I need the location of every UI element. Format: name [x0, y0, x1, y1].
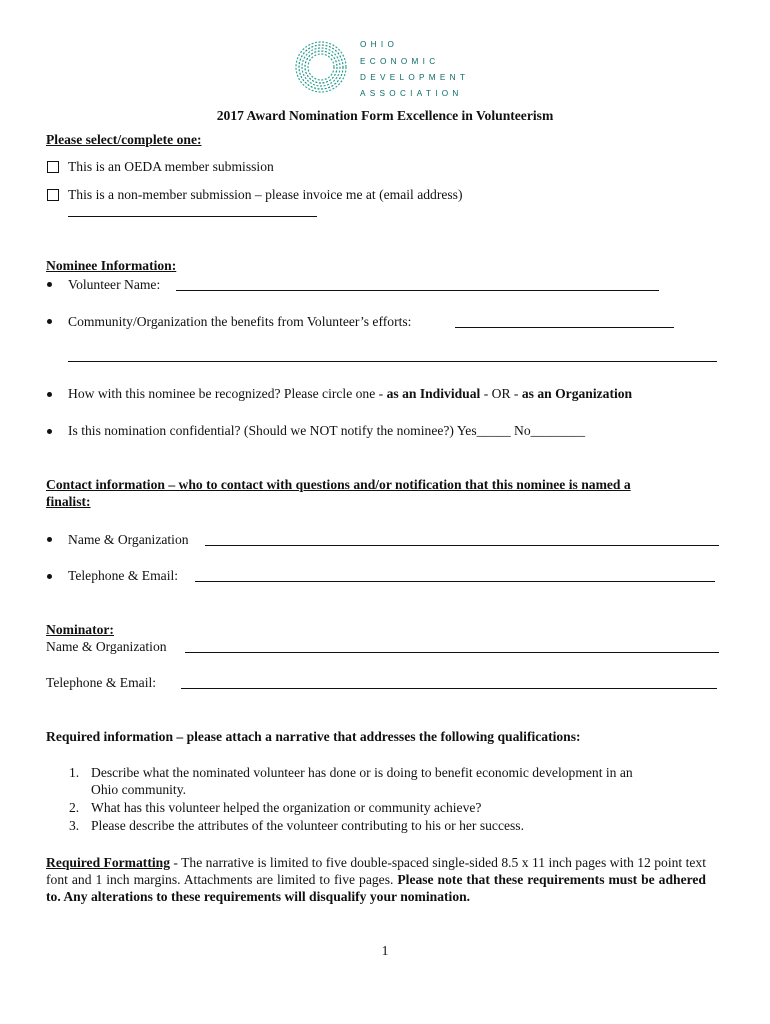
- contact-heading-line1: Contact information – who to contact with questions and/or notification that this nominee is named a: [46, 477, 631, 492]
- logo-line-2: ECONOMIC: [360, 57, 440, 66]
- nominator-name-label: Name & Organization: [46, 639, 167, 654]
- contact-name-field[interactable]: [205, 545, 719, 546]
- volunteer-name-label: Volunteer Name:: [68, 277, 161, 292]
- confidential-question[interactable]: Is this nomination confidential? (Should we NOT notify the nominee?) Yes_____ No________: [68, 423, 586, 438]
- select-heading: Please select/complete one:: [46, 132, 202, 147]
- contact-tel-label: Telephone & Email:: [68, 568, 179, 583]
- non-member-checkbox[interactable]: [47, 189, 59, 201]
- list-item: Please describe the attributes of the volunteer contributing to his or her success.: [91, 818, 524, 833]
- logo-line-4: ASSOCIATION: [360, 89, 463, 98]
- email-address-field[interactable]: [68, 216, 317, 217]
- list-item-number: 1.: [69, 765, 80, 780]
- community-label: Community/Organization the benefits from Volunteer’s efforts:: [68, 314, 412, 329]
- nominator-heading: Nominator:: [46, 622, 114, 637]
- logo-line-1: OHIO: [360, 40, 399, 49]
- contact-name-label: Name & Organization: [68, 532, 189, 547]
- formatting-text: - The narrative is limited to five double-spaced single-sided 8.5 x 11 inch pages with 12 point text font and 1 inch margins. Attachments are limited to five pages.: [46, 855, 706, 887]
- organization-choice[interactable]: as an Organization: [521, 386, 633, 401]
- form-title: 2017 Award Nomination Form Excellence in Volunteerism: [216, 108, 554, 123]
- volunteer-name-field[interactable]: [176, 290, 659, 291]
- logo-mark-icon: [294, 40, 348, 94]
- nominee-heading: Nominee Information:: [46, 258, 177, 273]
- required-heading: Required information – please attach a narrative that addresses the following qualifications:: [46, 729, 581, 744]
- bullet: [47, 392, 52, 397]
- bullet: [47, 537, 52, 542]
- contact-tel-field[interactable]: [195, 581, 715, 582]
- list-item-continued: Ohio community.: [91, 782, 187, 797]
- bullet: [47, 282, 52, 287]
- member-checkbox[interactable]: [47, 161, 59, 173]
- bullet: [47, 574, 52, 579]
- nominator-name-field[interactable]: [185, 652, 719, 653]
- recognition-question: [68, 386, 632, 402]
- list-item-number: 2.: [69, 800, 80, 815]
- page-number: 1: [381, 943, 389, 958]
- community-field-continued[interactable]: [68, 361, 717, 362]
- nominator-tel-label: Telephone & Email:: [46, 675, 157, 690]
- list-item: Describe what the nominated volunteer has done or is doing to benefit economic development in an: [91, 765, 633, 780]
- bullet: [47, 319, 52, 324]
- member-option-label: This is an OEDA member submission: [68, 159, 274, 174]
- individual-choice[interactable]: as an Individual: [386, 386, 481, 401]
- contact-heading-line2: finalist:: [46, 494, 91, 509]
- list-item-number: 3.: [69, 818, 80, 833]
- formatting-warning: Please note that these requirements must be adhered to. Any alterations to these requirements will disqualify your nomination.: [46, 872, 706, 904]
- formatting-label: Required Formatting: [46, 855, 170, 870]
- bullet: [47, 429, 52, 434]
- non-member-option-label: This is a non-member submission – please invoice me at (email address): [68, 187, 463, 202]
- recognition-prefix: How with this nominee be recognized? Please circle one -: [68, 386, 387, 401]
- or-text: - OR -: [480, 386, 522, 401]
- logo-line-3: DEVELOPMENT: [360, 73, 470, 82]
- nominator-tel-field[interactable]: [181, 688, 717, 689]
- formatting-paragraph: [46, 854, 706, 905]
- community-field[interactable]: [455, 327, 674, 328]
- list-item: What has this volunteer helped the organization or community achieve?: [91, 800, 482, 815]
